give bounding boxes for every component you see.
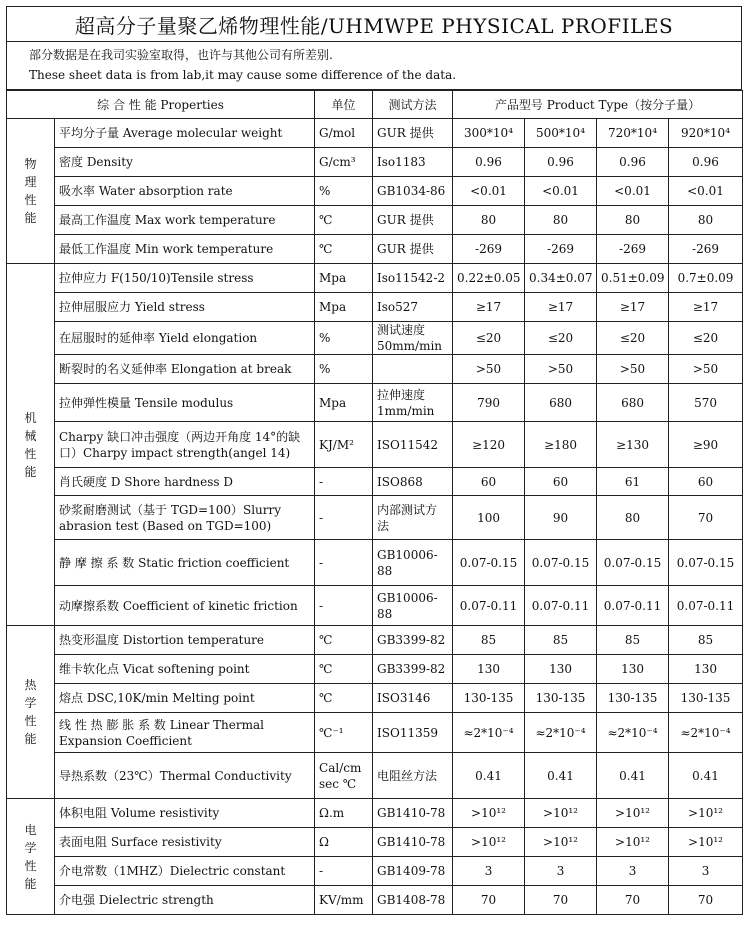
table-row (7, 422, 743, 468)
value-cell: 80 (525, 206, 597, 235)
value-cell: ≥17 (597, 293, 669, 322)
value-cell: >10¹² (525, 799, 597, 828)
value-cell: 80 (597, 206, 669, 235)
value-cell: <0.01 (453, 177, 525, 206)
value-cell: 0.96 (453, 148, 525, 177)
table-row (7, 496, 743, 540)
unit-cell: Mpa (315, 264, 373, 293)
table-row (7, 886, 743, 915)
value-cell: 60 (669, 468, 743, 496)
unit-cell: Ω.m (315, 799, 373, 828)
value-cell: 3 (525, 857, 597, 886)
value-cell: 0.07-0.11 (597, 586, 669, 626)
unit-cell: ℃⁻¹ (315, 713, 373, 753)
unit-cell: Ω (315, 828, 373, 857)
unit-cell: % (315, 355, 373, 384)
value-cell: 0.41 (597, 753, 669, 799)
header-product-type: 产品型号 Product Type（按分子量） (453, 91, 743, 119)
property-name: 密度 Density (55, 148, 315, 177)
test-method-cell: GB1410-78 (373, 799, 453, 828)
value-cell: 500*10⁴ (525, 119, 597, 148)
value-cell: ≤20 (669, 322, 743, 355)
value-cell: 130-135 (453, 684, 525, 713)
value-cell: 3 (669, 857, 743, 886)
value-cell: 130 (597, 655, 669, 684)
table-row (7, 148, 743, 177)
value-cell: 85 (525, 626, 597, 655)
value-cell: 680 (525, 384, 597, 422)
header-unit: 单位 (315, 91, 373, 119)
value-cell: >10¹² (669, 799, 743, 828)
table-row (7, 235, 743, 264)
unit-cell: Mpa (315, 384, 373, 422)
property-name: 肖氏硬度 D Shore hardness D (55, 468, 315, 496)
value-cell: -269 (669, 235, 743, 264)
value-cell: 570 (669, 384, 743, 422)
test-method-cell: 拉伸速度 1mm/min (373, 384, 453, 422)
value-cell: 790 (453, 384, 525, 422)
test-method-cell: Iso11542-2 (373, 264, 453, 293)
value-cell: ≤20 (453, 322, 525, 355)
value-cell: 0.07-0.15 (525, 540, 597, 586)
unit-cell: ℃ (315, 626, 373, 655)
unit-cell: - (315, 586, 373, 626)
value-cell: ≈2*10⁻⁴ (453, 713, 525, 753)
value-cell: 0.07-0.11 (669, 586, 743, 626)
value-cell: ≥90 (669, 422, 743, 468)
unit-cell: G/cm³ (315, 148, 373, 177)
table-row (7, 264, 743, 293)
table-row (7, 384, 743, 422)
test-method-cell: GUR 提供 (373, 235, 453, 264)
test-method-cell: GB10006-88 (373, 540, 453, 586)
note-cn: 部分数据是在我司实验室取得，也许与其他公司有所差别. (29, 48, 333, 62)
value-cell: >10¹² (525, 828, 597, 857)
unit-cell: - (315, 857, 373, 886)
property-name: 熔点 DSC,10K/min Melting point (55, 684, 315, 713)
unit-cell: Cal/cm sec ℃ (315, 753, 373, 799)
property-name: 维卡软化点 Vicat softening point (55, 655, 315, 684)
value-cell: 720*10⁴ (597, 119, 669, 148)
unit-cell: ℃ (315, 684, 373, 713)
value-cell: ≥17 (525, 293, 597, 322)
value-cell: 0.41 (525, 753, 597, 799)
sheet-title: 超高分子量聚乙烯物理性能/UHMWPE PHYSICAL PROFILES (6, 6, 742, 42)
value-cell: 3 (453, 857, 525, 886)
property-name: 线 性 热 膨 胀 系 数 Linear Thermal Expansion Coefficient (55, 713, 315, 753)
value-cell: 0.07-0.15 (453, 540, 525, 586)
value-cell: 0.07-0.15 (669, 540, 743, 586)
table-row (7, 857, 743, 886)
table-row (7, 828, 743, 857)
test-method-cell: GB1410-78 (373, 828, 453, 857)
value-cell: 70 (597, 886, 669, 915)
category-text: 热学性能 (24, 678, 37, 746)
unit-cell: G/mol (315, 119, 373, 148)
disclaimer-note (6, 42, 742, 90)
table-row (7, 355, 743, 384)
table-row (7, 177, 743, 206)
test-method-cell: GB3399-82 (373, 626, 453, 655)
category-text: 电学性能 (24, 822, 37, 891)
table-row (7, 468, 743, 496)
value-cell: 0.96 (597, 148, 669, 177)
property-name: 拉伸屈服应力 Yield stress (55, 293, 315, 322)
value-cell: ≥180 (525, 422, 597, 468)
unit-cell: - (315, 540, 373, 586)
value-cell: 0.34±0.07 (525, 264, 597, 293)
value-cell: 680 (597, 384, 669, 422)
value-cell: 85 (597, 626, 669, 655)
property-name: 最低工作温度 Min work temperature (55, 235, 315, 264)
unit-cell: % (315, 322, 373, 355)
table-row (7, 713, 743, 753)
value-cell: 300*10⁴ (453, 119, 525, 148)
value-cell: ≥130 (597, 422, 669, 468)
table-row (7, 119, 743, 148)
category-label (7, 626, 55, 799)
value-cell: 0.51±0.09 (597, 264, 669, 293)
value-cell: 130-135 (669, 684, 743, 713)
header-test-method: 测试方法 (373, 91, 453, 119)
test-method-cell: GB3399-82 (373, 655, 453, 684)
property-name: 吸水率 Water absorption rate (55, 177, 315, 206)
category-text: 物理性能 (24, 157, 37, 225)
property-name: 导热系数（23℃）Thermal Conductivity (55, 753, 315, 799)
unit-cell: Mpa (315, 293, 373, 322)
value-cell: 70 (525, 886, 597, 915)
table-row (7, 626, 743, 655)
value-cell: >50 (669, 355, 743, 384)
value-cell: 0.41 (453, 753, 525, 799)
table-row (7, 322, 743, 355)
value-cell: -269 (597, 235, 669, 264)
test-method-cell: GB1034-86 (373, 177, 453, 206)
value-cell: >10¹² (597, 799, 669, 828)
value-cell: 0.07-0.15 (597, 540, 669, 586)
value-cell: ≤20 (525, 322, 597, 355)
value-cell: 0.7±0.09 (669, 264, 743, 293)
value-cell: >10¹² (453, 799, 525, 828)
unit-cell: - (315, 468, 373, 496)
value-cell: >50 (597, 355, 669, 384)
property-name: Charpy 缺口冲击强度（两边开角度 14°的缺口）Charpy impact strength(angel 14) (55, 422, 315, 468)
test-method-cell: 内部测试方法 (373, 496, 453, 540)
value-cell: 130 (525, 655, 597, 684)
test-method-cell: GB1408-78 (373, 886, 453, 915)
value-cell: 80 (453, 206, 525, 235)
test-method-cell: GUR 提供 (373, 119, 453, 148)
property-name: 动摩擦系数 Coefficient of kinetic friction (55, 586, 315, 626)
test-method-cell: Iso1183 (373, 148, 453, 177)
test-method-cell: ISO3146 (373, 684, 453, 713)
table-row (7, 799, 743, 828)
unit-cell: KV/mm (315, 886, 373, 915)
test-method-cell: GB1409-78 (373, 857, 453, 886)
value-cell: -269 (525, 235, 597, 264)
value-cell: <0.01 (597, 177, 669, 206)
value-cell: 0.96 (525, 148, 597, 177)
unit-cell: % (315, 177, 373, 206)
header-properties: 综 合 性 能 Properties (7, 91, 315, 119)
note-en: These sheet data is from lab,it may cause some difference of the data. (29, 68, 457, 82)
value-cell: 0.96 (669, 148, 743, 177)
unit-cell: ℃ (315, 235, 373, 264)
value-cell: 0.41 (669, 753, 743, 799)
category-label (7, 799, 55, 915)
unit-cell: ℃ (315, 655, 373, 684)
value-cell: 0.22±0.05 (453, 264, 525, 293)
value-cell: >50 (453, 355, 525, 384)
value-cell: 130-135 (525, 684, 597, 713)
test-method-cell: Iso527 (373, 293, 453, 322)
value-cell: 920*10⁴ (669, 119, 743, 148)
unit-cell: ℃ (315, 206, 373, 235)
table-row (7, 540, 743, 586)
unit-cell: - (315, 496, 373, 540)
value-cell: ≤20 (597, 322, 669, 355)
property-name: 砂浆耐磨测试（基于 TGD=100）Slurry abrasion test (Based on TGD=100) (55, 496, 315, 540)
value-cell: 70 (453, 886, 525, 915)
test-method-cell: 电阻丝方法 (373, 753, 453, 799)
table-row (7, 753, 743, 799)
table-row (7, 684, 743, 713)
value-cell: ≈2*10⁻⁴ (525, 713, 597, 753)
value-cell: 0.07-0.11 (525, 586, 597, 626)
property-name: 断裂时的名义延伸率 Elongation at break (55, 355, 315, 384)
value-cell: 61 (597, 468, 669, 496)
property-name: 拉伸应力 F(150/10)Tensile stress (55, 264, 315, 293)
value-cell: 60 (453, 468, 525, 496)
value-cell: <0.01 (669, 177, 743, 206)
value-cell: 130 (453, 655, 525, 684)
value-cell: 85 (453, 626, 525, 655)
value-cell: 90 (525, 496, 597, 540)
category-text: 机械性能 (24, 410, 37, 479)
property-name: 拉伸弹性模量 Tensile modulus (55, 384, 315, 422)
property-name: 介电强 Dielectric strength (55, 886, 315, 915)
value-cell: 130 (669, 655, 743, 684)
value-cell: 80 (669, 206, 743, 235)
property-name: 最高工作温度 Max work temperature (55, 206, 315, 235)
unit-cell: KJ/M² (315, 422, 373, 468)
test-method-cell (373, 355, 453, 384)
value-cell: 85 (669, 626, 743, 655)
value-cell: 100 (453, 496, 525, 540)
property-name: 介电常数（1MHZ）Dielectric constant (55, 857, 315, 886)
value-cell: 70 (669, 886, 743, 915)
value-cell: 130-135 (597, 684, 669, 713)
property-name: 热变形温度 Distortion temperature (55, 626, 315, 655)
test-method-cell: ISO11359 (373, 713, 453, 753)
value-cell: >10¹² (453, 828, 525, 857)
value-cell: 60 (525, 468, 597, 496)
value-cell: >10¹² (669, 828, 743, 857)
properties-table (6, 90, 743, 915)
test-method-cell: GUR 提供 (373, 206, 453, 235)
property-name: 静 摩 擦 系 数 Static friction coefficient (55, 540, 315, 586)
value-cell: 0.07-0.11 (453, 586, 525, 626)
table-row (7, 293, 743, 322)
property-name: 体积电阻 Volume resistivity (55, 799, 315, 828)
value-cell: -269 (453, 235, 525, 264)
table-row (7, 655, 743, 684)
test-method-cell: GB10006-88 (373, 586, 453, 626)
test-method-cell: ISO11542 (373, 422, 453, 468)
value-cell: >10¹² (597, 828, 669, 857)
value-cell: 80 (597, 496, 669, 540)
value-cell: ≥17 (453, 293, 525, 322)
category-label (7, 119, 55, 264)
property-name: 表面电阻 Surface resistivity (55, 828, 315, 857)
value-cell: >50 (525, 355, 597, 384)
category-label (7, 264, 55, 626)
test-method-cell: ISO868 (373, 468, 453, 496)
value-cell: 3 (597, 857, 669, 886)
value-cell: <0.01 (525, 177, 597, 206)
table-row (7, 206, 743, 235)
value-cell: ≥17 (669, 293, 743, 322)
table-row (7, 586, 743, 626)
datasheet (6, 6, 742, 915)
value-cell: 70 (669, 496, 743, 540)
value-cell: ≈2*10⁻⁴ (669, 713, 743, 753)
value-cell: ≈2*10⁻⁴ (597, 713, 669, 753)
value-cell: ≥120 (453, 422, 525, 468)
test-method-cell: 测试速度 50mm/min (373, 322, 453, 355)
property-name: 在屈服时的延伸率 Yield elongation (55, 322, 315, 355)
table-body (7, 119, 743, 915)
property-name: 平均分子量 Average molecular weight (55, 119, 315, 148)
header-row (7, 91, 743, 119)
